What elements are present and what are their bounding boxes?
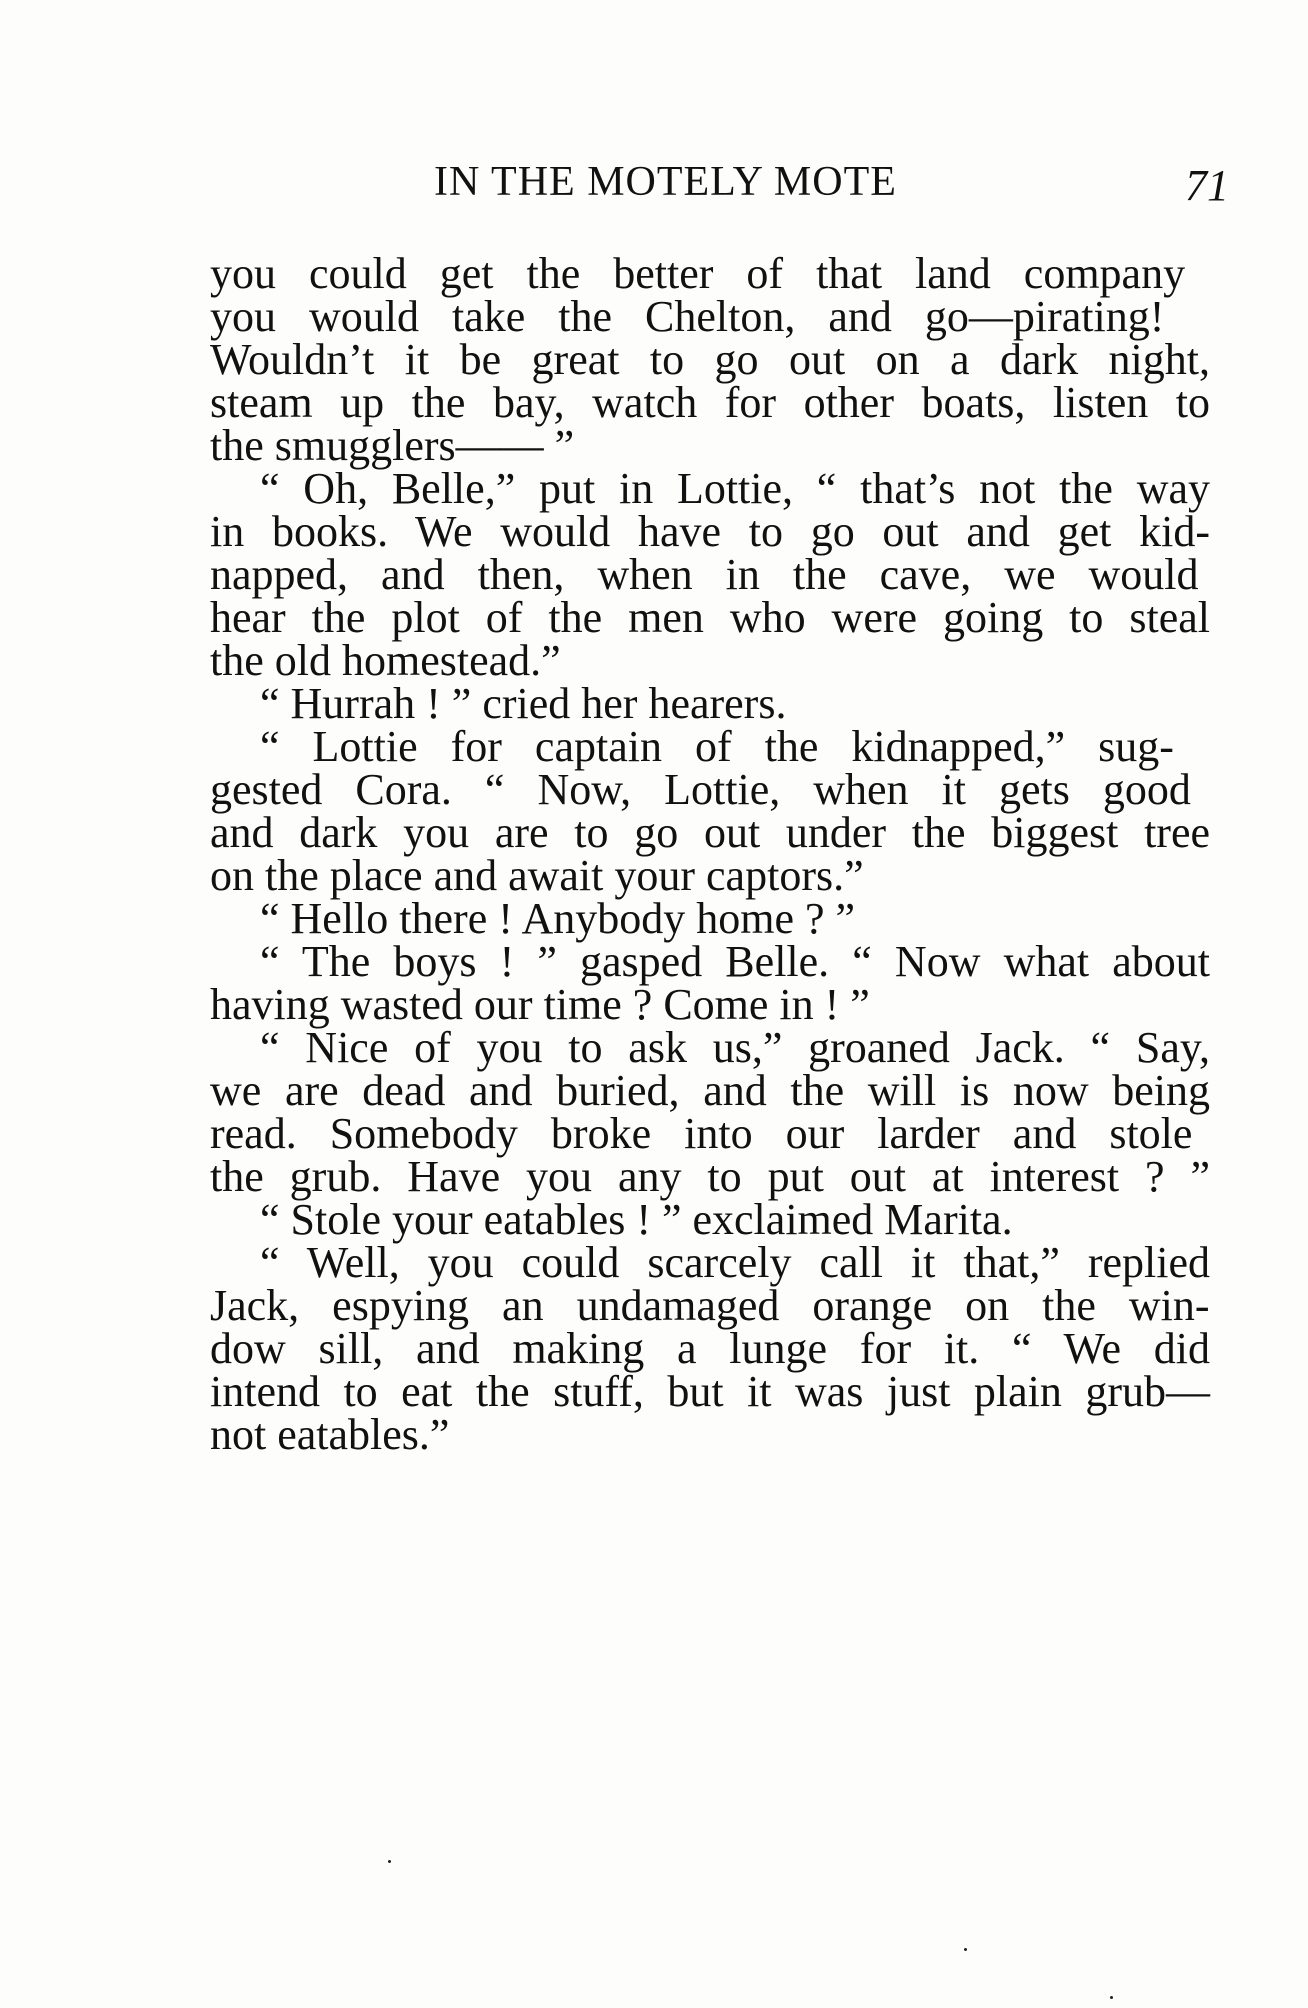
running-title: IN THE MOTELY MOTE [434,159,897,205]
text-line: “ The boys ! ” gasped Belle. “ Now what about [260,937,1210,986]
text-line: “ Stole your eatables ! ” exclaimed Marita. [260,1195,1013,1244]
text-line: the smugglers—— ” [210,421,575,470]
text-line: dow sill, and making a lunge for it. “ We did [210,1324,1210,1373]
text-line: napped, and then, when in the cave, we would [210,550,1199,599]
text-line: “ Well, you could scarcely call it that,” replied [260,1238,1210,1287]
page-number: 71 [1185,161,1229,210]
text-line: Wouldn’t it be great to go out on a dark night, [210,335,1210,384]
text-line: “ Lottie for captain of the kidnapped,” sug- [260,722,1174,771]
text-line: “ Hello there ! Anybody home ? ” [260,894,856,943]
text-line: having wasted our time ? Come in ! ” [210,980,870,1029]
print-speck [388,1860,391,1863]
text-line: hear the plot of the men who were going to steal [210,593,1210,642]
text-line: steam up the bay, watch for other boats, listen to [210,378,1210,427]
text-line: we are dead and buried, and the will is now being [210,1066,1210,1115]
text-line: “ Oh, Belle,” put in Lottie, “ that’s not the way [260,464,1210,513]
text-line: you would take the Chelton, and go—pirating! [210,292,1165,341]
text-line: in books. We would have to go out and get kid- [210,507,1210,556]
text-line: read. Somebody broke into our larder and stole [210,1109,1193,1158]
text-line: gested Cora. “ Now, Lottie, when it gets good [210,765,1191,814]
text-line: “ Nice of you to ask us,” groaned Jack. “ Say, [260,1023,1210,1072]
text-line: the grub. Have you any to put out at interest ? ” [210,1152,1210,1201]
text-line: not eatables.” [210,1410,450,1459]
text-line: and dark you are to go out under the biggest tree [210,808,1210,857]
text-line: Jack, espying an undamaged orange on the win- [210,1281,1210,1330]
text-line: on the place and await your captors.” [210,851,864,900]
text-line: intend to eat the stuff, but it was just plain grub— [210,1367,1210,1416]
text-line: you could get the better of that land company [210,249,1186,298]
running-head [210,158,1229,218]
print-speck [964,1948,967,1951]
text-line: the old homestead.” [210,636,561,685]
print-speck [1110,1996,1113,1999]
text-line: “ Hurrah ! ” cried her hearers. [260,679,787,728]
